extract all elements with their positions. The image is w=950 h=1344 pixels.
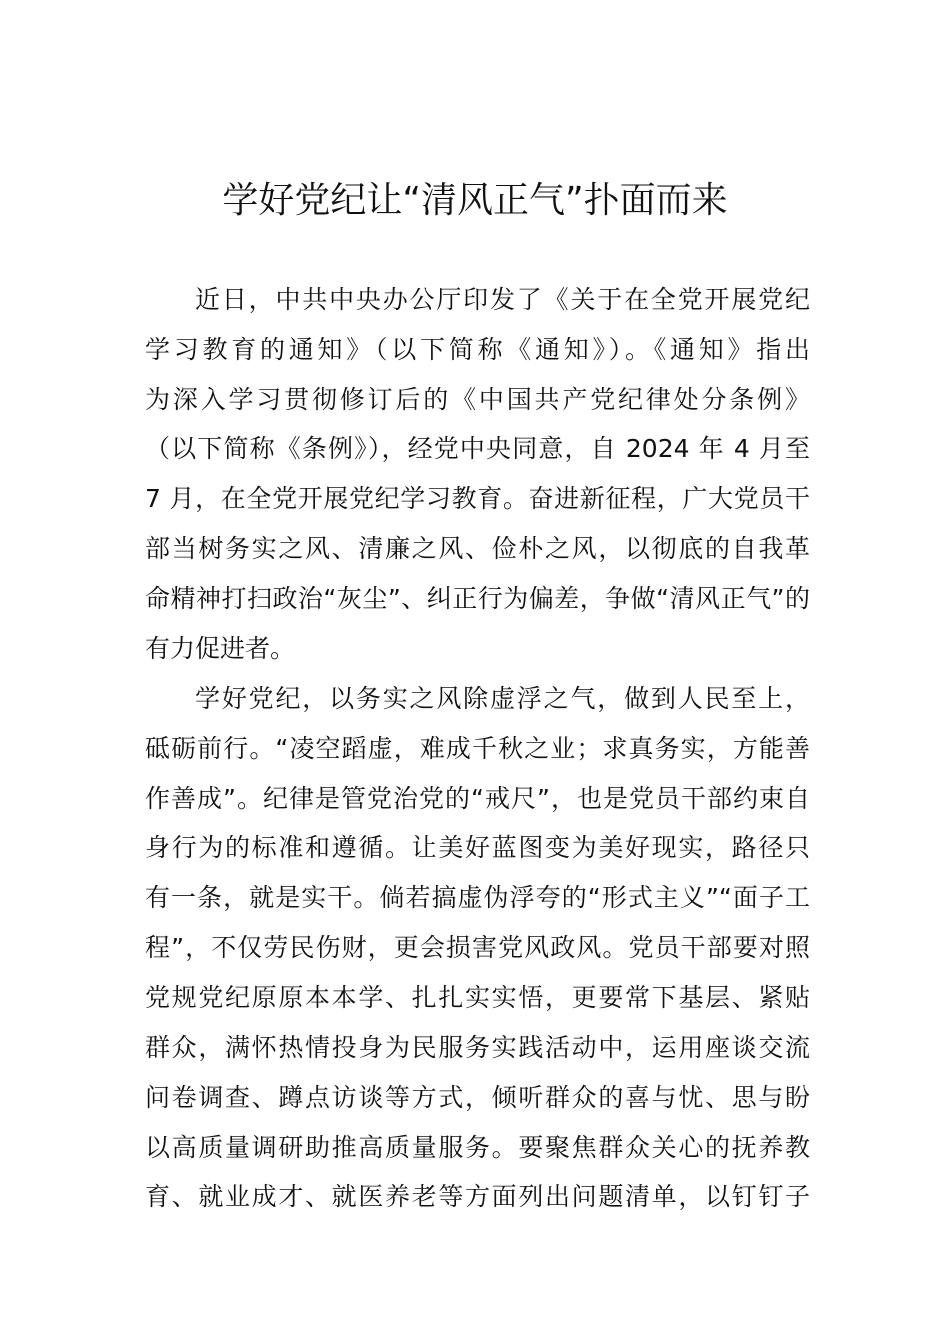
- paragraph-2-line-4: 身行为的标准和遵循。让美好蓝图变为美好现实，路径只: [145, 833, 810, 862]
- paragraph-2-line-3: 作善成”。纪律是管党治党的“戒尺”，也是党员干部约束自: [145, 784, 810, 813]
- paragraph-1-line-2: 学习教育的通知》（以下简称《通知》）。《通知》指出: [145, 335, 810, 364]
- paragraph-2-line-2: 砥砺前行。“凌空蹈虚，难成千秋之业；求真务实，方能善: [145, 734, 810, 763]
- paragraph-1-line-1: 近日，中共中央办公厅印发了《关于在全党开展党纪: [195, 285, 810, 314]
- paragraph-2-line-1: 学好党纪，以务实之风除虚浮之气，做到人民至上，: [195, 684, 810, 713]
- paragraph-1-line-8: 有力促进者。: [145, 634, 296, 663]
- paragraph-2-line-7: 党规党纪原原本本学、扎扎实实悟，更要常下基层、紧贴: [145, 983, 810, 1012]
- paragraph-1-line-3: 为深入学习贯彻修订后的《中国共产党纪律处分条例》: [145, 385, 810, 414]
- paragraph-1-line-5: 7 月，在全党开展党纪学习教育。奋进新征程，广大党员干: [145, 484, 810, 513]
- paragraph-2-line-5: 有一条，就是实干。倘若搞虚伪浮夸的“形式主义”“面子工: [145, 883, 810, 912]
- paragraph-2-line-6: 程”，不仅劳民伤财，更会损害党风政风。党员干部要对照: [145, 933, 810, 962]
- paragraph-1-line-4: （以下简称《条例》），经党中央同意，自 2024 年 4 月至: [145, 434, 810, 463]
- paragraph-2-line-8: 群众，满怀热情投身为民服务实践活动中，运用座谈交流: [145, 1033, 810, 1062]
- paragraph-2-line-11: 育、就业成才、就医养老等方面列出问题清单，以钉钉子: [145, 1182, 810, 1211]
- paragraph-2-line-9: 问卷调查、蹲点访谈等方式，倾听群众的喜与忧、思与盼: [145, 1083, 810, 1112]
- paragraph-2-line-10: 以高质量调研助推高质量服务。要聚焦群众关心的抚养教: [145, 1133, 810, 1162]
- paragraph-1-line-7: 命精神打扫政治“灰尘”、纠正行为偏差，争做“清风正气”的: [145, 584, 810, 613]
- document-title: 学好党纪让“清风正气”扑面而来: [222, 180, 728, 221]
- paragraph-1-line-6: 部当树务实之风、清廉之风、俭朴之风，以彻底的自我革: [145, 534, 810, 563]
